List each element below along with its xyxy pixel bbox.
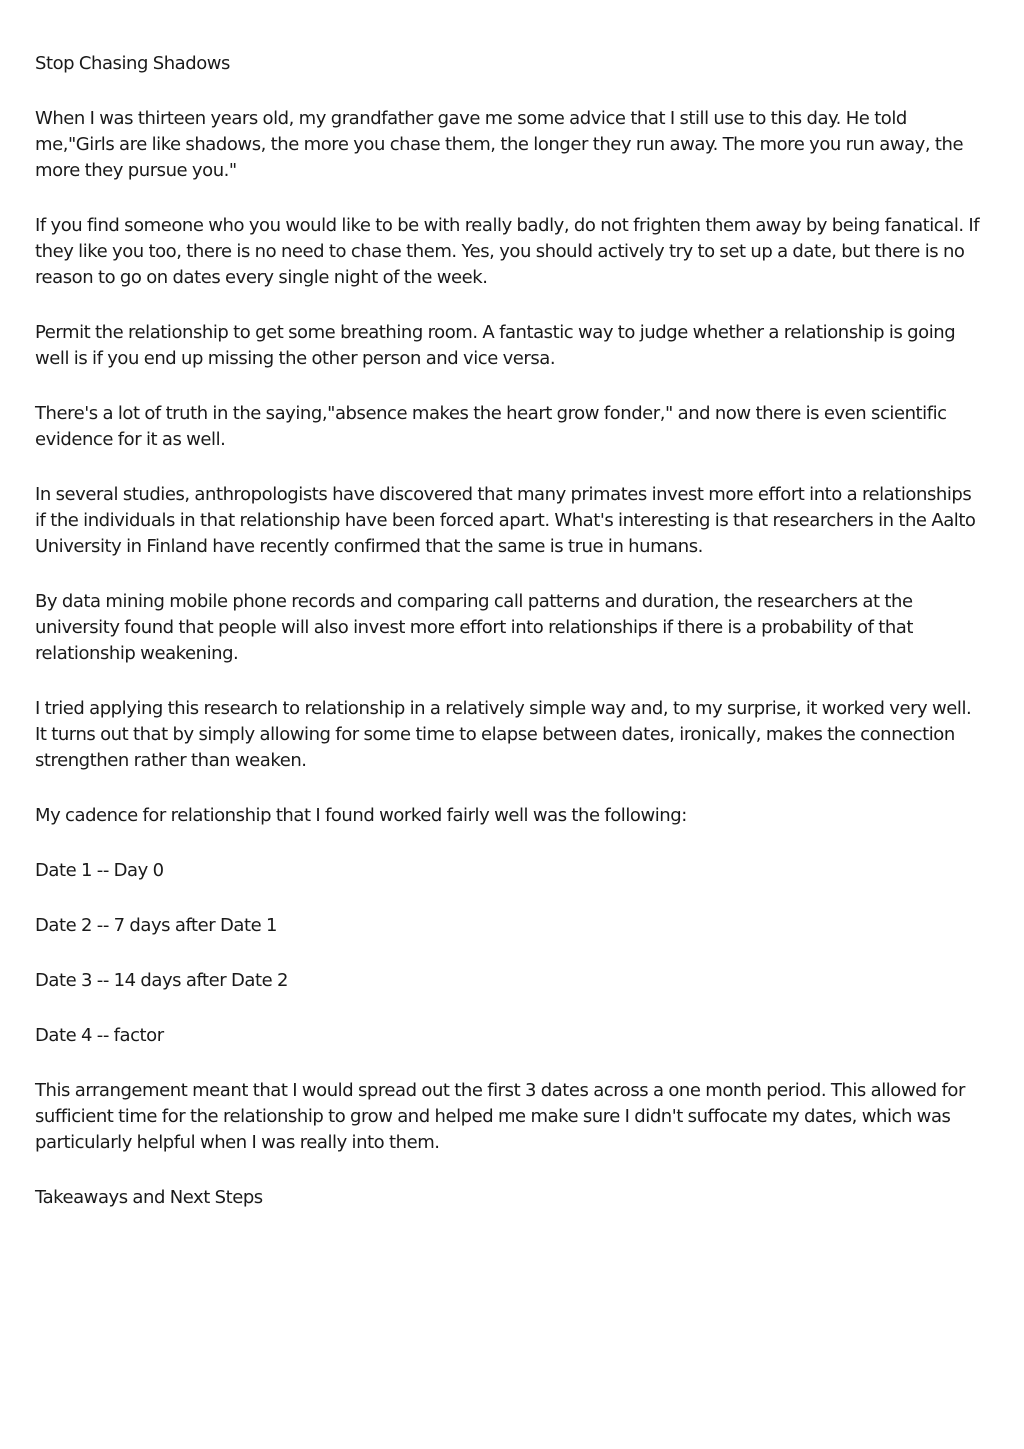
cadence-date-3: Date 3 -- 14 days after Date 2 [35,970,288,991]
document-body [35,51,985,1240]
paragraph-breathing-room: Permit the relationship to get some breathing room. A fantastic way to judge whether a relationship is going well is if you end up missing the other person and vice versa. [35,322,956,369]
paragraph-cadence-intro: My cadence for relationship that I found worked fairly well was the following: [35,805,687,826]
cadence-date-4: Date 4 -- factor [35,1025,164,1046]
cadence-date-1: Date 1 -- Day 0 [35,860,164,881]
section-heading-takeaways: Takeaways and Next Steps [35,1187,263,1208]
paragraph-do-not-chase: If you find someone who you would like to be with really badly, do not frighten them away by being fanatical. If they like you too, there is no need to chase them. Yes, you should actively try to set up a date, but there is no reason to go on dates every single night of the week. [35,215,980,288]
cadence-date-2: Date 2 -- 7 days after Date 1 [35,915,277,936]
paragraph-arrangement: This arrangement meant that I would spread out the first 3 dates across a one month period. This allowed for sufficient time for the relationship to grow and helped me make sure I didn't suffocate my dates, which was particularly helpful when I was really into them. [35,1080,965,1153]
paragraph-grandfather-advice: When I was thirteen years old, my grandfather gave me some advice that I still use to this day. He told me,"Girls are like shadows, the more you chase them, the longer they run away. The more you run away, the more they pursue you." [35,108,964,181]
paragraph-primate-studies: In several studies, anthropologists have discovered that many primates invest more effort into a relationships if the individuals in that relationship have been forced apart. What's interesting is that researchers in the Aalto University in Finland have recently confirmed that the same is true in humans. [35,484,976,557]
paragraph-absence-fonder: There's a lot of truth in the saying,"absence makes the heart grow fonder," and now there is even scientific evidence for it as well. [35,403,947,450]
document-title: Stop Chasing Shadows [35,53,230,74]
paragraph-applied-research: I tried applying this research to relationship in a relatively simple way and, to my surprise, it worked very well. It turns out that by simply allowing for some time to elapse between dates, ironically, makes the connection strengthen rather than weaken. [35,698,972,771]
paragraph-data-mining: By data mining mobile phone records and comparing call patterns and duration, the researchers at the university found that people will also invest more effort into relationships if there is a probability of that relationship weakening. [35,591,913,664]
